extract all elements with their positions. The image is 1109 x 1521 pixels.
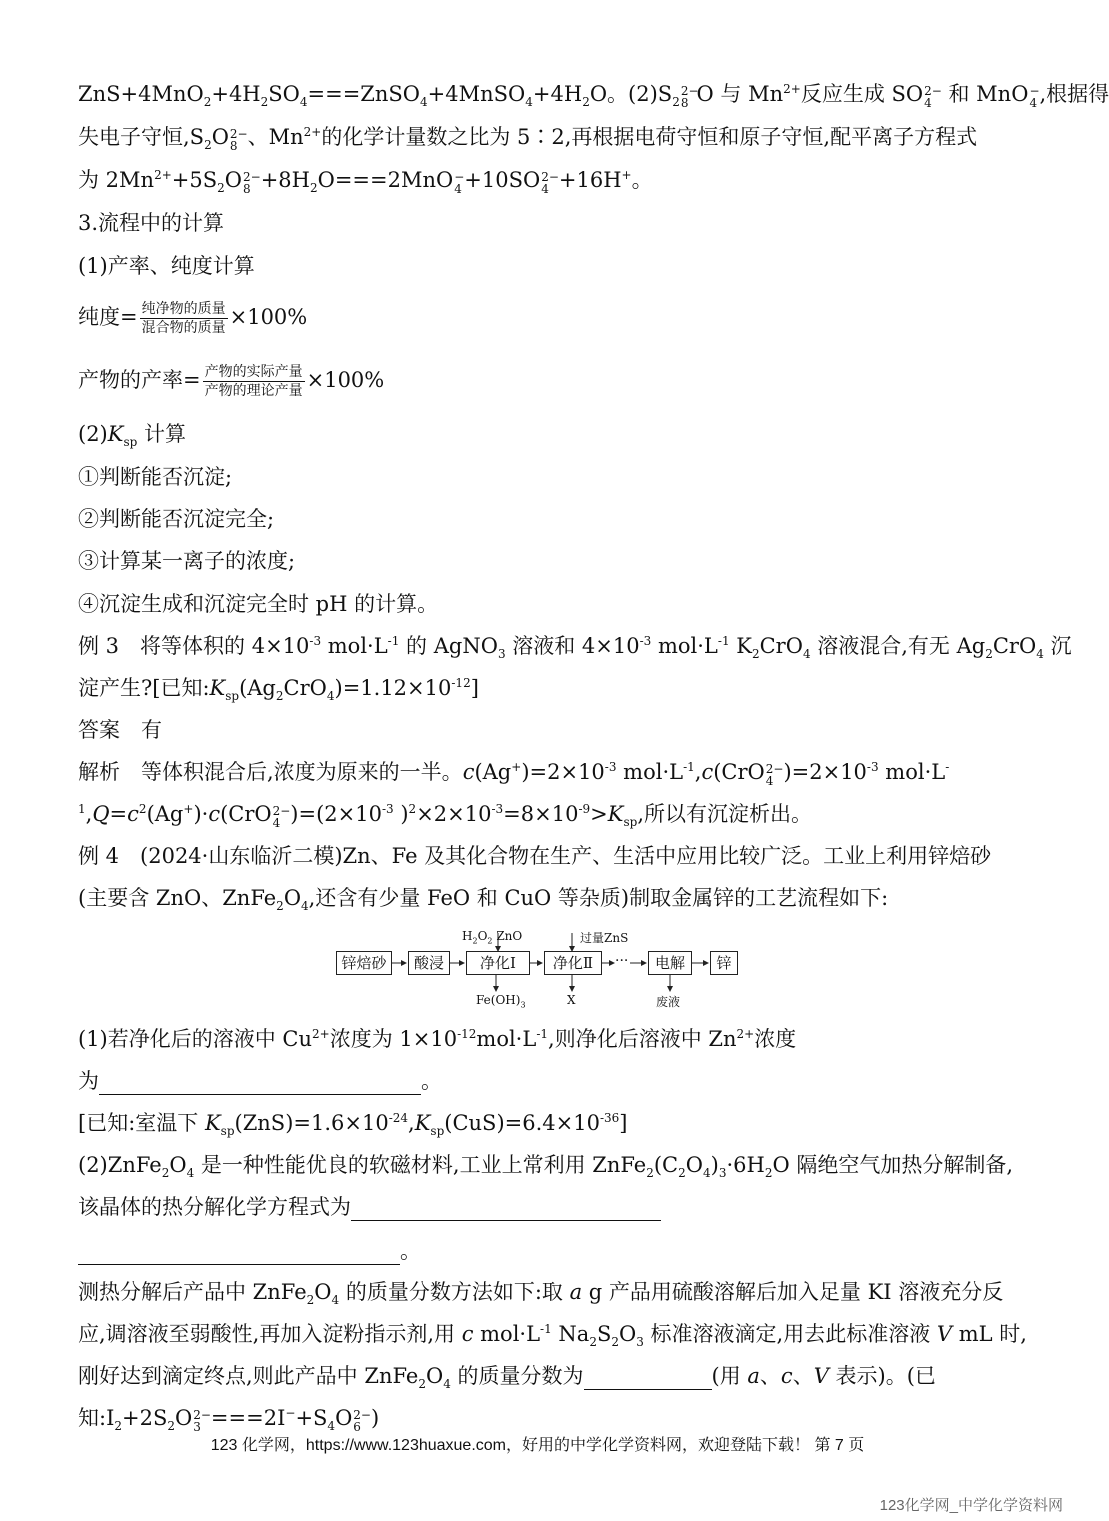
example-3-line-1: 例 3 将等体积的 $4\times 10^{-3}$ $mol\cdot L^{-1}$ 的 AgNO$_3$ 溶液和 $4\times 10^{-3}$ $mol\cdot L^{-1}$ $K_2CrO_4$ 溶液混合,有无 $Ag_2CrO_4$ 沉 (78, 634, 1072, 662)
yield-fraction: $\frac{\text{产物的实际产量}}{\text{产物的理论产量}}$ (204, 364, 303, 399)
yield-formula: 产物的产率= $\frac{\text{产物的实际产量}}{\text{产物的理论产量}}$ ×100% (78, 364, 385, 399)
list-item: ①判断能否沉淀; (78, 465, 233, 489)
flow-input-h2o2-zno: $H_2O_2$ ZnO (462, 929, 523, 946)
answer-blank[interactable] (99, 1070, 421, 1095)
site-watermark: 123化学网_中学化学资料网 (879, 1497, 1063, 1514)
question-1-line-2: 为 。 (78, 1069, 442, 1093)
list-item: ③计算某一离子的浓度; (78, 549, 296, 573)
section-3-heading: 3.流程中的计算 (78, 211, 225, 235)
equation-blank[interactable] (351, 1196, 661, 1221)
known-constants: [已知:室温下 $K_{sp}(ZnS)=1.6\times 10^{-24},K_{sp}(CuS)=6.4\times 10^{-36}$] (78, 1111, 628, 1139)
question-1-line-1: (1)若净化后的溶液中 $Cu^{2+}$浓度为 $1\times 10^{-12}mol\cdot L^{-1}$,则净化后溶液中 $Zn^{2+}$浓度 (78, 1027, 797, 1051)
subsection-1: (1)产率、纯度计算 (78, 254, 255, 278)
method-line-1: 测热分解后产品中 $ZnFe_2O_4$ 的质量分数方法如下:取 a g 产品用硫酸溶解后加入足量 KI 溶液充分反 (78, 1280, 1004, 1308)
flow-box-electrolysis: 电解 (648, 951, 692, 975)
purity-fraction: $\frac{\text{纯净物的质量}}{\text{混合物的质量}}$ (141, 301, 226, 336)
analysis-line-2: $^1,Q=c^2(Ag^+)\cdot c(CrO2-$ 4 )$=(2\times 10^{-3}$ )$^2\times 2\times 10^{-3}=8\times 10^{-9}>K_{sp}$,所以有沉淀析出。 (78, 802, 812, 830)
text-line-3: 为 $2Mn^{2+}+5S_2O2-$ $8 +8H_2O===2MnO-$ 4 +10SO2− 4 +16H+。 (78, 168, 653, 196)
flow-box-acid-leach: 酸浸 (408, 951, 450, 975)
subsection-2: $(2)K_{sp}$ 计算 (78, 422, 186, 450)
flow-dots: ··· (615, 953, 629, 969)
flow-box-calcine: 锌焙砂 (336, 951, 392, 975)
method-line-3: 刚好达到滴定终点,则此产品中 $ZnFe_2O_4$ 的质量分数为 (用 a、c、V 表示)。(已 (78, 1364, 936, 1392)
example-4-line-2: (主要含 ZnO、$ZnFe_2O_4$,还含有少量 FeO 和 CuO 等杂质)制取金属锌的工艺流程如下: (78, 886, 889, 914)
text-line-1: $ZnS+4MnO_2+4H_2SO_4===ZnSO_4+4MnSO_4+4H_2O$。$(2)S_22-$ 8 O 与 $Mn^{2+}$反应生成 SO2− 4 和 MnO− 4 ,根据得 (78, 82, 1109, 110)
list-item: ④沉淀生成和沉淀完全时 pH 的计算。 (78, 592, 439, 616)
list-item: ②判断能否沉淀完全; (78, 507, 275, 531)
purity-formula: 纯度= $\frac{\text{纯净物的质量}}{\text{混合物的质量}}$ ×100% (78, 301, 308, 336)
method-line-2: 应,调溶液至弱酸性,再加入淀粉指示剂,用 c $mol\cdot L^{-1}$ $Na_2S_2O_3$ 标准溶液滴定,用去此标准溶液 V mL 时, (78, 1322, 1027, 1350)
question-2-line-1: $(2)ZnFe_2O_4$ 是一种性能优良的软磁材料,工业上常利用 $ZnFe_2(C_2O_4)_3\cdot 6H_2O$ 隔绝空气加热分解制备, (78, 1153, 1014, 1181)
flow-output-x: X (567, 993, 576, 1007)
page-footer: 123 化学网，https://www.123huaxue.com，好用的中学化学资料网，欢迎登陆下载！ 第 7 页 (210, 1437, 865, 1454)
question-2-line-3: 。 (78, 1237, 421, 1265)
example-4-line-1: 例 4 (2024·山东临沂二模)Zn、Fe 及其化合物在生产、生活中应用比较广泛。工业上利用锌焙砂 (78, 844, 992, 868)
method-line-4: 知$:I_2+2S_2O2-$ $3 ===2I^-+S_4O2-$ 6 ) (78, 1406, 380, 1434)
flow-input-excess-zns: 过量ZnS (580, 931, 629, 945)
flow-box-purify-1: 净化Ⅰ (466, 951, 530, 975)
equation-blank-continued[interactable] (78, 1240, 400, 1265)
process-flow-diagram (330, 925, 750, 1015)
flow-box-purify-2: 净化Ⅱ (544, 951, 602, 975)
flow-output-waste: 废液 (656, 995, 681, 1009)
answer: 答案 有 (78, 718, 162, 742)
question-2-line-2: 该晶体的热分解化学方程式为 (78, 1193, 661, 1221)
mass-fraction-blank[interactable] (584, 1365, 712, 1390)
flow-box-zinc: 锌 (710, 951, 738, 975)
analysis-line-1: 解析 等体积混合后,浓度为原来的一半。$c(Ag^+)=2\times 10^{-3}$ $mol\cdot L^{-1},c(CrO2-$ 4 )$=2\times 10^{-3}$ mol·L- (78, 760, 950, 788)
example-3-line-2: 淀产生?[已知$:K_{sp}(Ag_2CrO_4)=1.12\times 10^{-12}$] (78, 676, 479, 704)
flow-output-feoh3: $Fe(OH)_3$ (476, 993, 526, 1010)
text-line-2: 失电子守恒$,S_2O2-$ 8 、$Mn^{2+}$的化学计量数之比为 5∶2,再根据电荷守恒和原子守恒,配平离子方程式 (78, 125, 978, 153)
